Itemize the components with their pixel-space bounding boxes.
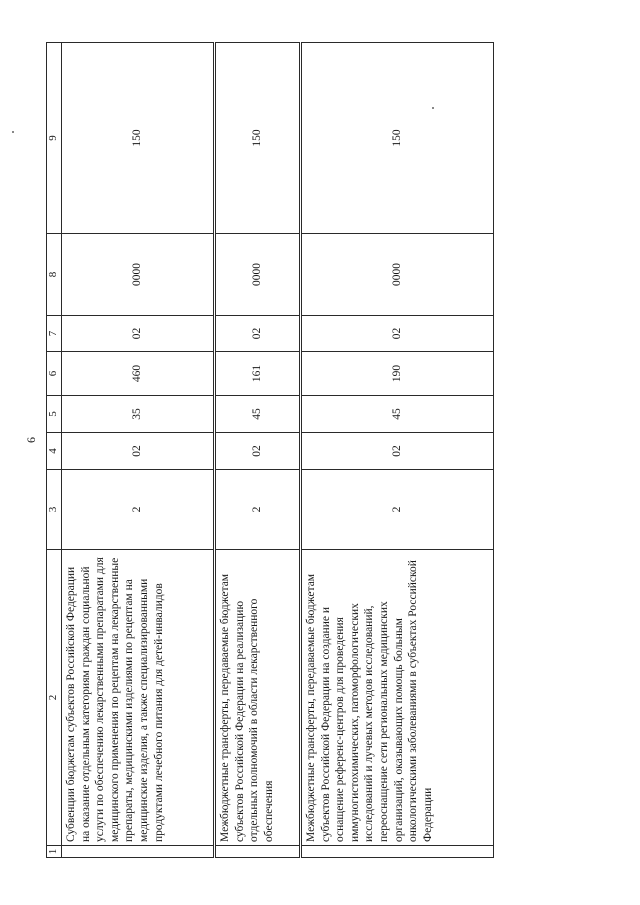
table-cell: 0000 bbox=[215, 234, 301, 316]
table-cell bbox=[62, 846, 215, 858]
table-cell: 02 bbox=[62, 316, 215, 352]
table-cell: 35 bbox=[62, 396, 215, 433]
row-description: Межбюджетные трансферты, передаваемые бюджетам субъектов Российской Федерации на создание и оснащение референс-центров для проведения иммуногистохимических, патоморфологических исследований и лучевых методов исследований, переоснащение сети региональных медицинских организаций, оказывающих помощь больным онкологическими заболеваниями в субъектах Российской Федерации bbox=[301, 550, 494, 846]
table-row bbox=[62, 43, 215, 858]
table-row bbox=[215, 43, 301, 858]
scan-speck bbox=[432, 107, 434, 109]
table-cell: 460 bbox=[62, 352, 215, 396]
table-cell: 02 bbox=[215, 316, 301, 352]
column-header: 2 bbox=[47, 550, 62, 846]
row-description: Межбюджетные трансферты, передаваемые бюджетам субъектов Российской Федерации на реализацию отдельных полномочий в области лекарственного обеспечения bbox=[215, 550, 301, 846]
rotated-page bbox=[24, 43, 478, 858]
table-cell: 150 bbox=[215, 43, 301, 234]
table-cell: 0000 bbox=[62, 234, 215, 316]
table-cell: 150 bbox=[301, 43, 494, 234]
column-header: 1 bbox=[47, 846, 62, 858]
table-cell: 02 bbox=[301, 433, 494, 470]
row-description: Субвенции бюджетам субъектов Российской Федерации на оказание отдельным категориям граждан социальной услуги по обеспечению лекарственными препаратами для медицинского применения по рецептам на лекарственные препараты, медицинскими изделиями по рецептам на медицинские изделия, а также специализированными продуктами лечебного питания для детей-инвалидов bbox=[62, 550, 215, 846]
scan-speck bbox=[12, 131, 14, 133]
table-cell: 161 bbox=[215, 352, 301, 396]
column-header: 5 bbox=[47, 396, 62, 433]
table-cell bbox=[301, 846, 494, 858]
table-row bbox=[301, 43, 494, 858]
table-cell: 02 bbox=[215, 433, 301, 470]
table-cell: 2 bbox=[62, 470, 215, 550]
table-cell: 150 bbox=[62, 43, 215, 234]
column-header: 9 bbox=[47, 43, 62, 234]
table-cell: 2 bbox=[301, 470, 494, 550]
table-header-row bbox=[47, 43, 62, 858]
column-header: 4 bbox=[47, 433, 62, 470]
column-header: 8 bbox=[47, 234, 62, 316]
table-cell: 45 bbox=[301, 396, 494, 433]
column-header: 7 bbox=[47, 316, 62, 352]
table-cell: 0000 bbox=[301, 234, 494, 316]
column-header: 6 bbox=[47, 352, 62, 396]
page-number: 6 bbox=[24, 437, 38, 443]
table-cell: 2 bbox=[215, 470, 301, 550]
column-header: 3 bbox=[47, 470, 62, 550]
table-cell: 02 bbox=[301, 316, 494, 352]
table-cell: 190 bbox=[301, 352, 494, 396]
table-cell: 45 bbox=[215, 396, 301, 433]
budget-table bbox=[46, 42, 494, 858]
table-cell bbox=[215, 846, 301, 858]
table-cell: 02 bbox=[62, 433, 215, 470]
